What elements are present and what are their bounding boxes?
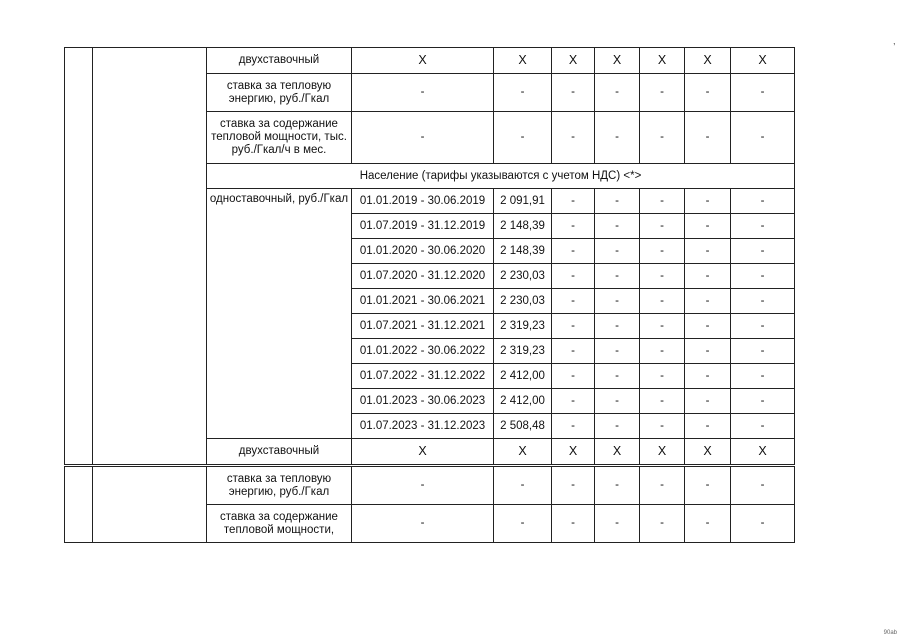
- dash-cell: -: [731, 74, 795, 112]
- dash-cell: -: [552, 112, 595, 164]
- dash-cell: -: [494, 467, 552, 505]
- x-cell: Х: [595, 48, 640, 74]
- dash-cell: -: [352, 467, 494, 505]
- dash-cell: -: [731, 389, 795, 414]
- period-cell: 01.01.2022 - 30.06.2022: [352, 339, 494, 364]
- dash-cell: -: [494, 505, 552, 543]
- organization-cell: [93, 467, 207, 543]
- dash-cell: -: [640, 505, 685, 543]
- dash-cell: -: [595, 364, 640, 389]
- tariff-value: 2 148,39: [494, 239, 552, 264]
- dash-cell: -: [731, 214, 795, 239]
- dash-cell: -: [731, 414, 795, 439]
- period-cell: 01.01.2020 - 30.06.2020: [352, 239, 494, 264]
- rate-type-label: двухставочный: [207, 48, 352, 74]
- dash-cell: -: [552, 364, 595, 389]
- dash-cell: -: [595, 189, 640, 214]
- x-cell: Х: [685, 439, 731, 465]
- dash-cell: -: [640, 264, 685, 289]
- dash-cell: -: [731, 364, 795, 389]
- rate-type-label: одноставочный, руб./Гкал: [207, 189, 352, 439]
- tariff-value: 2 412,00: [494, 389, 552, 414]
- period-cell: 01.07.2020 - 31.12.2020: [352, 264, 494, 289]
- dash-cell: -: [640, 414, 685, 439]
- dash-cell: -: [552, 289, 595, 314]
- tariff-table-continued: [64, 466, 795, 543]
- x-cell: Х: [640, 439, 685, 465]
- organization-cell: [93, 48, 207, 465]
- dash-cell: -: [685, 112, 731, 164]
- dash-cell: -: [731, 112, 795, 164]
- index-cell: [65, 48, 93, 465]
- dash-cell: -: [552, 189, 595, 214]
- table-row: [65, 48, 795, 74]
- dash-cell: -: [685, 389, 731, 414]
- dash-cell: -: [494, 112, 552, 164]
- dash-cell: -: [685, 74, 731, 112]
- tariff-value: 2 319,23: [494, 339, 552, 364]
- dash-cell: -: [552, 239, 595, 264]
- period-cell: 01.07.2022 - 31.12.2022: [352, 364, 494, 389]
- dash-cell: -: [552, 505, 595, 543]
- tariff-value: 2 508,48: [494, 414, 552, 439]
- dash-cell: -: [595, 467, 640, 505]
- population-header: Население (тарифы указываются с учетом НДС) <*>: [207, 164, 795, 189]
- dash-cell: -: [731, 339, 795, 364]
- tariff-table: [64, 47, 795, 465]
- dash-cell: -: [640, 389, 685, 414]
- period-cell: 01.01.2023 - 30.06.2023: [352, 389, 494, 414]
- dash-cell: -: [640, 314, 685, 339]
- dash-cell: -: [731, 189, 795, 214]
- period-cell: 01.07.2023 - 31.12.2023: [352, 414, 494, 439]
- dash-cell: -: [685, 289, 731, 314]
- dash-cell: -: [640, 339, 685, 364]
- period-cell: 01.07.2021 - 31.12.2021: [352, 314, 494, 339]
- dash-cell: -: [595, 264, 640, 289]
- dash-cell: -: [731, 314, 795, 339]
- dash-cell: -: [640, 214, 685, 239]
- period-cell: 01.01.2019 - 30.06.2019: [352, 189, 494, 214]
- dash-cell: -: [685, 214, 731, 239]
- dash-cell: -: [494, 74, 552, 112]
- x-cell: Х: [640, 48, 685, 74]
- dash-cell: -: [731, 467, 795, 505]
- dash-cell: -: [685, 189, 731, 214]
- dash-cell: -: [552, 467, 595, 505]
- dash-cell: -: [352, 74, 494, 112]
- dash-cell: -: [595, 112, 640, 164]
- dash-cell: -: [685, 239, 731, 264]
- table-row: [65, 467, 795, 505]
- dash-cell: -: [352, 505, 494, 543]
- dash-cell: -: [595, 505, 640, 543]
- dash-cell: -: [685, 505, 731, 543]
- dash-cell: -: [731, 289, 795, 314]
- tariff-value: 2 230,03: [494, 264, 552, 289]
- dash-cell: -: [552, 414, 595, 439]
- tariff-value: 2 319,23: [494, 314, 552, 339]
- x-cell: Х: [494, 48, 552, 74]
- footer-mark: 90ab: [883, 630, 897, 636]
- x-cell: Х: [352, 439, 494, 465]
- period-cell: 01.07.2019 - 31.12.2019: [352, 214, 494, 239]
- dash-cell: -: [640, 289, 685, 314]
- dash-cell: -: [595, 414, 640, 439]
- dash-cell: -: [731, 505, 795, 543]
- tariff-value: 2 091,91: [494, 189, 552, 214]
- dash-cell: -: [552, 314, 595, 339]
- component-label: ставка за тепловую энергию, руб./Гкал: [207, 74, 352, 112]
- dash-cell: -: [552, 389, 595, 414]
- x-cell: Х: [731, 48, 795, 74]
- dash-cell: -: [685, 264, 731, 289]
- dash-cell: -: [640, 189, 685, 214]
- tariff-value: 2 412,00: [494, 364, 552, 389]
- dash-cell: -: [595, 314, 640, 339]
- dash-cell: -: [685, 414, 731, 439]
- x-cell: Х: [552, 439, 595, 465]
- component-label: ставка за содержание тепловой мощности,: [207, 505, 352, 543]
- dash-cell: -: [552, 264, 595, 289]
- dash-cell: -: [640, 467, 685, 505]
- dash-cell: -: [731, 239, 795, 264]
- x-cell: Х: [494, 439, 552, 465]
- dash-cell: -: [685, 364, 731, 389]
- dash-cell: -: [595, 74, 640, 112]
- dash-cell: -: [552, 74, 595, 112]
- dash-cell: -: [595, 389, 640, 414]
- tariff-value: 2 230,03: [494, 289, 552, 314]
- component-label: ставка за содержание тепловой мощности, тыс. руб./Гкал/ч в мес.: [207, 112, 352, 164]
- index-cell: [65, 467, 93, 543]
- rate-type-label: двухставочный: [207, 439, 352, 465]
- dash-cell: -: [640, 364, 685, 389]
- x-cell: Х: [552, 48, 595, 74]
- x-cell: Х: [731, 439, 795, 465]
- dash-cell: -: [685, 314, 731, 339]
- dash-cell: -: [552, 214, 595, 239]
- dash-cell: -: [595, 339, 640, 364]
- x-cell: Х: [685, 48, 731, 74]
- edge-mark: ,: [893, 36, 896, 46]
- dash-cell: -: [595, 214, 640, 239]
- tariff-value: 2 148,39: [494, 214, 552, 239]
- period-cell: 01.01.2021 - 30.06.2021: [352, 289, 494, 314]
- dash-cell: -: [640, 74, 685, 112]
- dash-cell: -: [595, 289, 640, 314]
- x-cell: Х: [595, 439, 640, 465]
- x-cell: Х: [352, 48, 494, 74]
- dash-cell: -: [640, 239, 685, 264]
- dash-cell: -: [731, 264, 795, 289]
- dash-cell: -: [595, 239, 640, 264]
- component-label: ставка за тепловую энергию, руб./Гкал: [207, 467, 352, 505]
- dash-cell: -: [552, 339, 595, 364]
- dash-cell: -: [685, 467, 731, 505]
- dash-cell: -: [352, 112, 494, 164]
- dash-cell: -: [640, 112, 685, 164]
- dash-cell: -: [685, 339, 731, 364]
